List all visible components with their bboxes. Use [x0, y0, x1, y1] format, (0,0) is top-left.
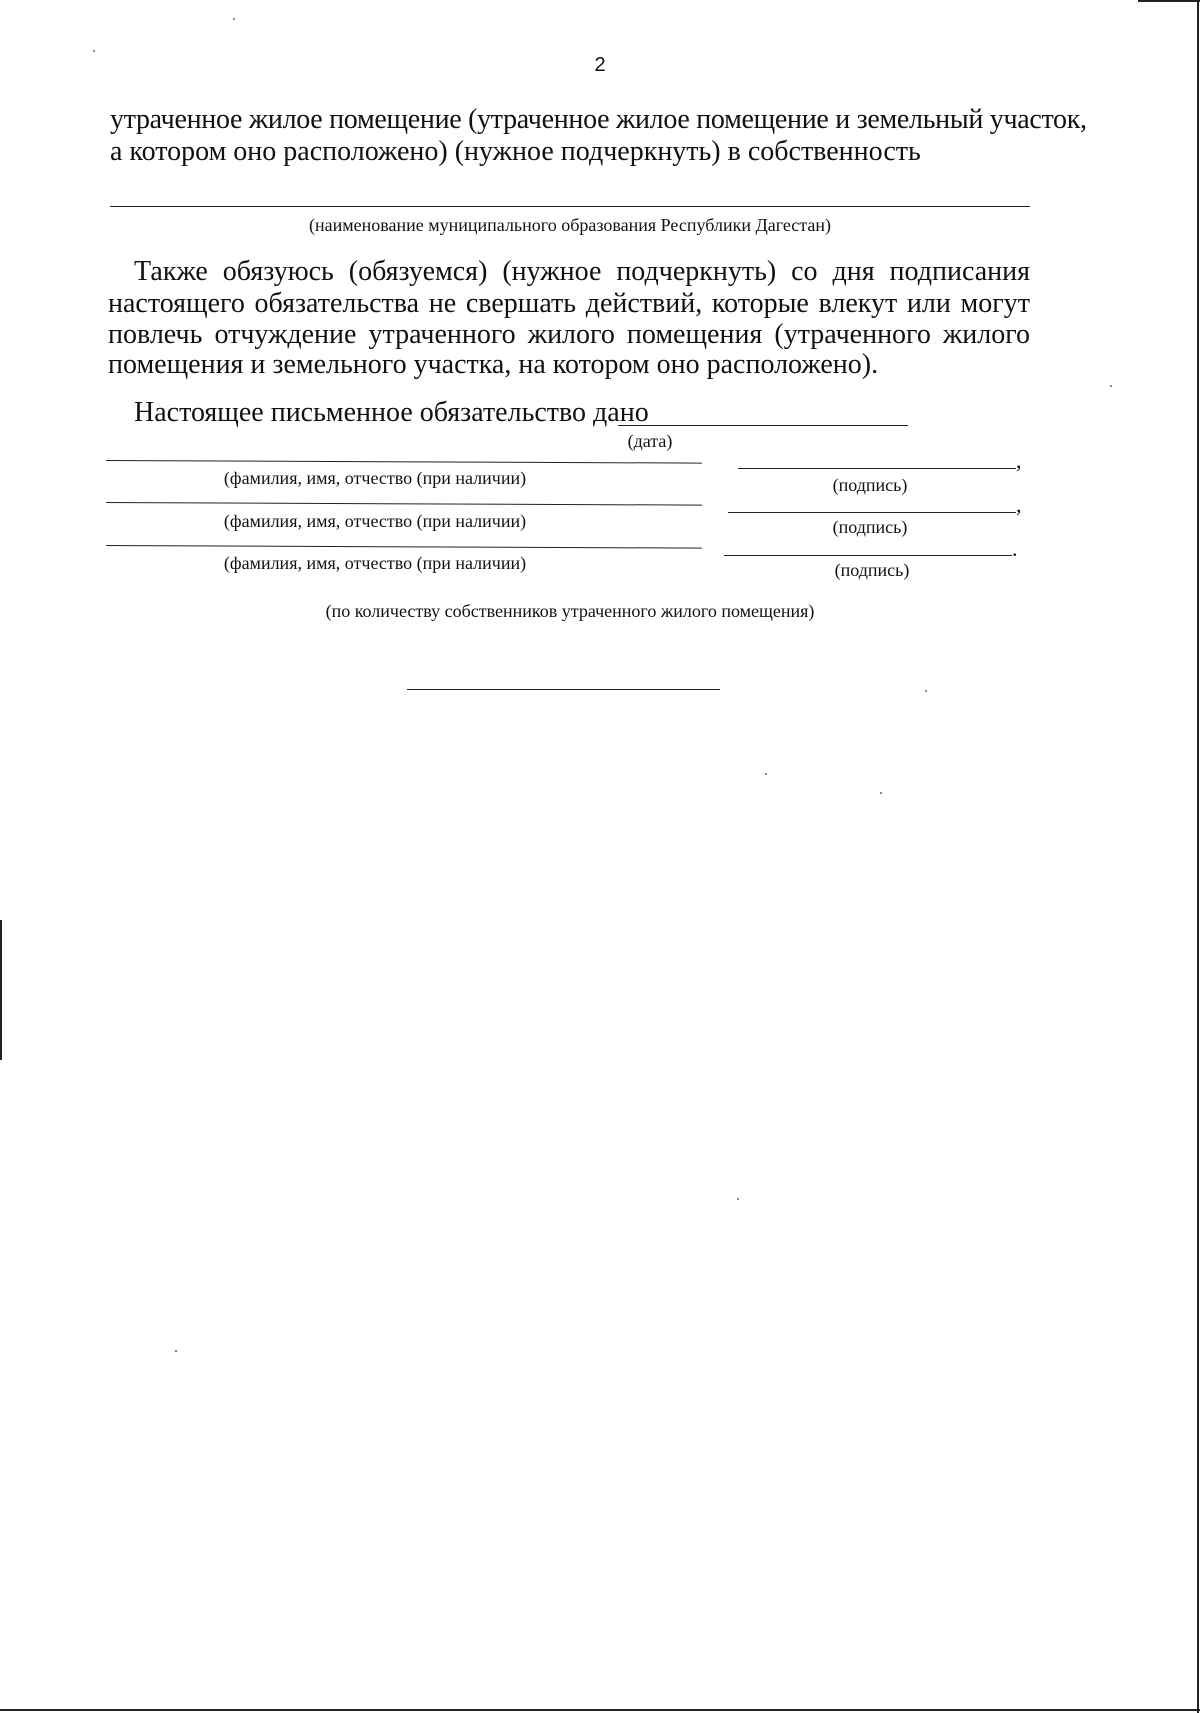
scan-speck: [880, 792, 882, 794]
obligation-line-4: помещения и земельного участка, на котором оно расположено).: [108, 349, 879, 380]
signature-end-mark-2: ,: [1016, 492, 1022, 517]
given-text: Настоящее письменное обязательство дано: [134, 397, 649, 428]
signature-end-mark-3: .: [1012, 536, 1018, 561]
scan-speck: [1110, 385, 1112, 387]
signature-end-mark-1: ,: [1016, 448, 1022, 473]
signature-caption-2: (подпись): [832, 517, 908, 537]
scan-edge-bottom: [0, 1709, 1200, 1711]
municipality-line: [110, 206, 1030, 207]
name-caption-3: (фамилия, имя, отчество (при наличии): [223, 553, 527, 573]
name-caption-1: (фамилия, имя, отчество (при наличии): [223, 468, 527, 488]
scan-speck: [765, 773, 767, 775]
date-line: [618, 425, 908, 426]
signature-caption-1: (подпись): [832, 475, 908, 495]
scan-speck: [175, 1350, 177, 1352]
obligation-line-2: настоящего обязательства не свершать действий, которые влекут или могут: [108, 288, 1030, 319]
name-caption-2: (фамилия, имя, отчество (при наличии): [223, 511, 527, 531]
name-line-2: [106, 502, 702, 506]
name-line-3: [106, 545, 702, 549]
closing-rule: [407, 689, 720, 690]
scan-edge-left: [0, 920, 2, 1060]
date-caption: (дата): [627, 431, 673, 451]
scan-edge-top-right: [1138, 0, 1200, 2]
municipality-caption: (наименование муниципального образования Республики Дагестан): [308, 215, 832, 235]
owners-note: (по количеству собственников утраченного жилого помещения): [325, 601, 815, 621]
signature-caption-3: (подпись): [834, 560, 910, 580]
signature-line-2: [728, 512, 1016, 513]
scan-speck: [93, 50, 95, 52]
signature-line-3: [724, 555, 1012, 556]
obligation-line-1: Также обязуюсь (обязуемся) (нужное подчеркнуть) со дня подписания: [134, 256, 1030, 287]
scan-edge-right: [1197, 0, 1199, 1713]
name-line-1: [106, 460, 702, 464]
page-number: 2: [594, 54, 606, 76]
signature-line-1: [738, 468, 1016, 469]
scan-speck: [737, 1198, 739, 1200]
obligation-line-3: повлечь отчуждение утраченного жилого помещения (утраченного жилого: [108, 319, 1030, 350]
intro-line-1: утраченное жилое помещение (утраченное жилое помещение и земельный участок,: [110, 104, 1087, 135]
intro-line-2: а котором оно расположено) (нужное подчеркнуть) в собственность: [110, 136, 921, 167]
scan-speck: [233, 18, 235, 20]
scan-speck: [925, 690, 927, 692]
